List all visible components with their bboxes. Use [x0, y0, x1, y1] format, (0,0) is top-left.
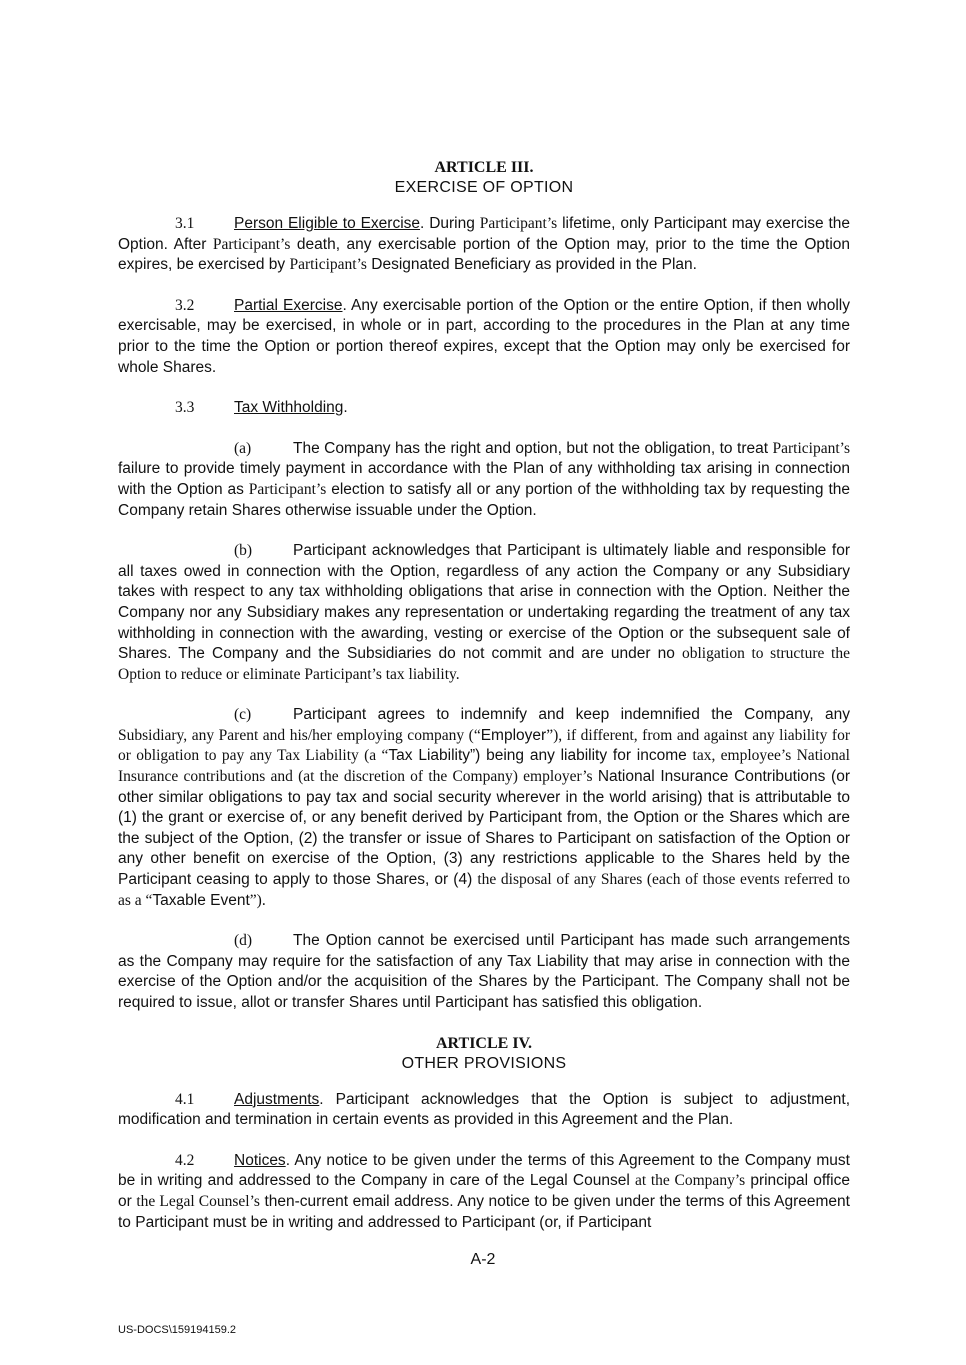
section-4-2: [118, 1151, 850, 1233]
text: the Legal Counsel’s: [136, 1192, 260, 1210]
text: Participant’s: [248, 480, 327, 498]
text: ”), if different, from and against any liability for or obligation to pay any Tax Liability (a “: [118, 726, 850, 765]
subsection-3-3-a: [118, 439, 850, 521]
section-3-2: [118, 296, 850, 378]
article-3-heading: [118, 158, 850, 198]
text: Designated Beneficiary as provided in the Plan.: [366, 256, 697, 274]
text: Participant acknowledges that Participant is ultimately liable and responsible for all taxes owed in connection with the Option, regardless of any action the Company or any Subsidiary takes with respect to any tax withholding obligations that arise in connection with the Option. Neither the Company nor any Subsidiary makes any representation or undertaking regarding the treatment of any tax withholding in connection with the awarding, vesting or exercise of the Option or the subsequent sale of Shares. The Company and the Subsidiaries do not commit and are under no: [118, 542, 850, 663]
text: National Insurance Contributions (or other similar obligations to pay tax and social security wherever in the world arising) that is attributable to (1) the grant or exercise of, or any benefit derived by Participant from, the Option or the Shares which are the subject of the Option, (2) the transfer or issue of Shares to Participant on satisfaction of the Option or any other benefit on exercise of the Option, (3) any restrictions applicable to the Shares held by the Participant ceasing to apply to those Shares, or (4): [118, 768, 850, 889]
section-4-1: [118, 1090, 850, 1131]
text: principal office or: [118, 1172, 850, 1210]
text: Subsidiary, any Parent and his/her employing company (“: [118, 726, 481, 744]
section-heading: Notices: [234, 1151, 286, 1169]
section-heading: Tax Withholding: [234, 399, 344, 417]
text: the disposal of any Shares (each of those events referred to as a “: [118, 871, 850, 909]
text: ”) being any liability for income: [470, 747, 693, 765]
text: The Option cannot be exercised until Participant has made such arrangements as the Company may require for the satisfaction of any Tax Liability that may arise in connection with the exercise of the Option and/or the acquisition of the Shares by the Participant. The Company shall not be required to issue, allot or transfer Shares until Participant has satisfied this obligation.: [118, 932, 850, 1011]
text: . During: [420, 215, 480, 232]
text: Participant’s: [772, 439, 850, 457]
subsection-number: (d): [234, 932, 253, 950]
subsection-3-3-b: [118, 541, 850, 685]
section-3-3: [118, 398, 850, 419]
text: lifetime, only Participant may exercise the Option. After: [118, 215, 850, 253]
text: then-current email address. Any notice to be given under the terms of this Agreement to Participant must be in writing and addressed to Participant (or, if Participant: [118, 1192, 850, 1231]
text: . Any exercisable portion of the Option or the entire Option, if then wholly exercisable, may be exercised, in whole or in part, according to the procedures in the Plan at any time prior to the time the Option or portion thereof expires, except that the Option may only be exercised for whole Shares.: [118, 296, 850, 376]
text: death, any exercisable portion of the Option may, prior to the time the Option expires, be exercised by: [118, 235, 851, 274]
text: Participant’s: [289, 256, 367, 274]
text: obligation to structure the Option to reduce or eliminate Participant’s tax liability.: [118, 645, 850, 683]
subsection-number: (a): [234, 439, 252, 457]
article-title: OTHER PROVISIONS: [401, 1054, 567, 1072]
text: ”).: [249, 891, 266, 909]
section-number: 3.1: [175, 215, 195, 232]
article-number: ARTICLE IV.: [435, 1034, 533, 1052]
text: . Participant acknowledges that the Option is subject to adjustment, modification and termination in certain events as provided in this Agreement and the Plan.: [118, 1090, 850, 1129]
text: Participant agrees to indemnify and keep indemnified the Company, any: [293, 706, 850, 724]
text: election to satisfy all or any portion of the withholding tax by requesting the Company retain Shares otherwise issuable under the Option.: [118, 480, 851, 519]
defined-term: Tax Liability: [388, 747, 471, 765]
article-title: EXERCISE OF OPTION: [394, 179, 574, 196]
subsection-3-3-d: [118, 931, 850, 1013]
defined-term: Employer: [480, 726, 547, 744]
defined-term: Taxable Event: [152, 891, 250, 909]
section-heading: Person Eligible to Exercise: [234, 215, 421, 232]
document-page: [118, 158, 850, 1253]
section-number: 4.2: [175, 1151, 195, 1169]
article-4-heading: [118, 1034, 850, 1074]
text: failure to provide timely payment in accordance with the Plan of any withholding tax arising in connection with the Option as: [118, 460, 850, 498]
section-number: 3.3: [175, 399, 195, 417]
section-3-1: [118, 214, 850, 276]
subsection-number: (b): [234, 542, 253, 560]
section-number: 4.1: [175, 1090, 195, 1108]
text: Participant’s: [479, 215, 558, 232]
subsection-3-3-c: [118, 705, 850, 911]
text: at the Company’s: [634, 1172, 746, 1190]
section-number: 3.2: [175, 296, 195, 314]
page-number: A-2: [470, 1251, 496, 1268]
text: tax, employee’s National Insurance contributions and (at the discretion of the Company) employer’s: [118, 747, 850, 786]
text: Participant’s: [212, 235, 291, 253]
text: The Company has the right and option, but not the obligation, to treat: [293, 439, 773, 457]
text: . Any notice to be given under the terms of this Agreement to the Company must be in writing and addressed to the Company in care of the Legal Counsel: [118, 1151, 850, 1190]
subsection-number: (c): [234, 706, 252, 724]
document-id: US-DOCS\159194159.2: [118, 1324, 237, 1336]
section-heading: Adjustments: [234, 1090, 320, 1108]
section-heading: Partial Exercise: [234, 296, 343, 314]
article-number: ARTICLE III.: [434, 159, 534, 176]
text: .: [343, 399, 348, 417]
